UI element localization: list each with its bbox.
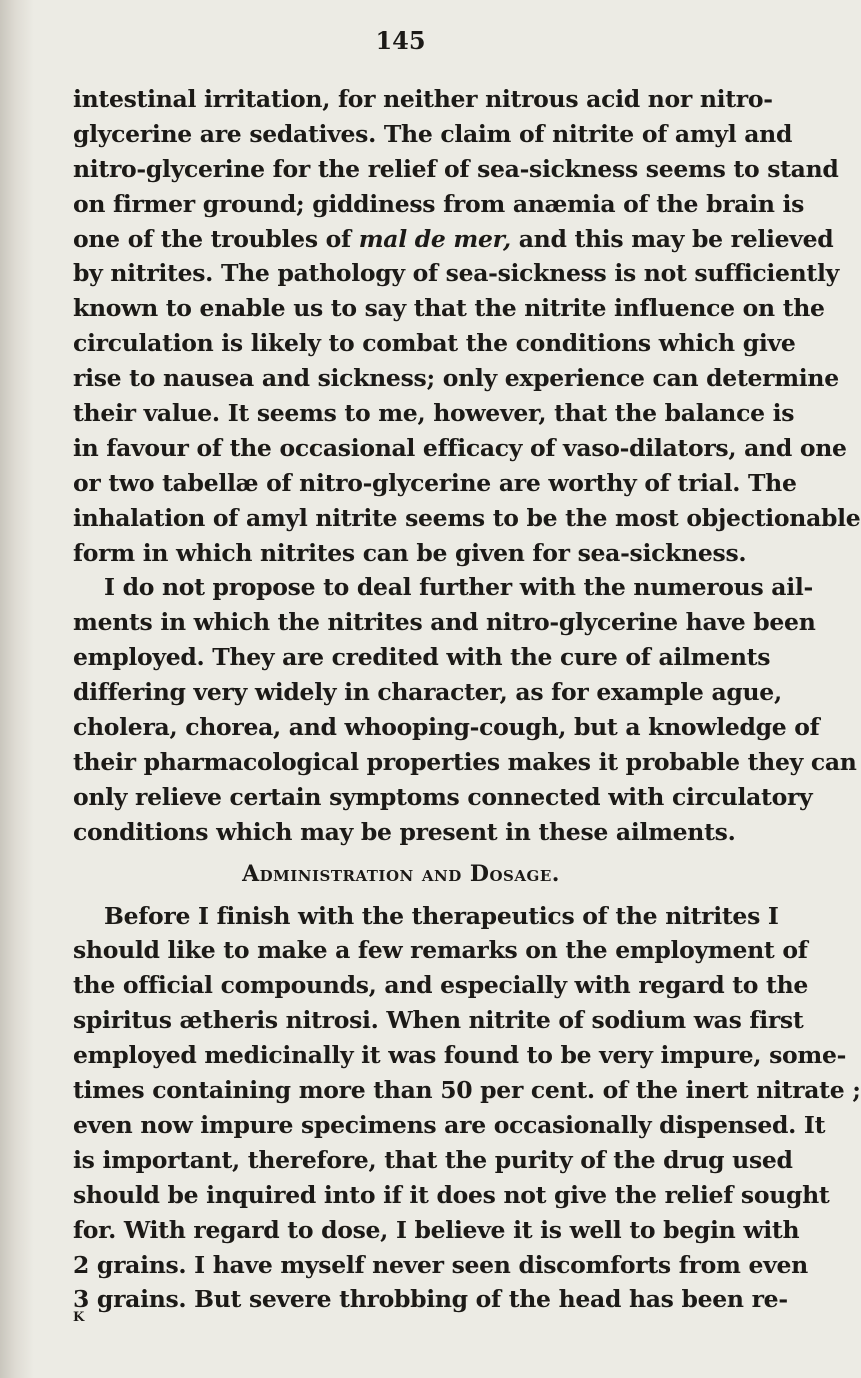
text-line: 2 grains. I have myself never seen discomforts from even bbox=[73, 1250, 808, 1279]
paragraph-administration bbox=[73, 899, 861, 1318]
text-line: form in which nitrites can be given for sea-sickness. bbox=[73, 538, 747, 567]
text-line: glycerine are sedatives. The claim of nitrite of amyl and bbox=[73, 119, 793, 148]
text-line: Before I finish with the therapeutics of the nitrites I bbox=[104, 901, 779, 930]
text-line: times containing more than 50 per cent. of the inert nitrate ; bbox=[73, 1076, 861, 1105]
text-run: one of the troubles of bbox=[73, 224, 359, 253]
text-line: their value. It seems to me, however, that the balance is bbox=[73, 399, 795, 428]
text-run: and this may be relieved bbox=[510, 224, 834, 253]
text-line: 3 grains. But severe throbbing of the head has been re- bbox=[73, 1285, 788, 1314]
text-line: inhalation of amyl nitrite seems to be the most objectionable bbox=[73, 503, 861, 532]
page-edge-shadow bbox=[0, 0, 34, 1378]
signature-mark: K bbox=[73, 1310, 85, 1325]
text-line: employed medicinally it was found to be very impure, some- bbox=[73, 1041, 847, 1070]
section-heading: Administration and Dosage. bbox=[242, 860, 560, 887]
text-line: on firmer ground; giddiness from anæmia of the brain is bbox=[73, 189, 805, 218]
text-line: even now impure specimens are occasionally dispensed. It bbox=[73, 1110, 826, 1139]
paragraph-sea-sickness bbox=[73, 82, 861, 570]
text-line: cholera, chorea, and whooping-cough, but a knowledge of bbox=[73, 713, 820, 742]
text-line: the official compounds, and especially with regard to the bbox=[73, 971, 809, 1000]
text-line: should like to make a few remarks on the employment of bbox=[73, 936, 808, 965]
text-line: should be inquired into if it does not give the relief sought bbox=[73, 1180, 830, 1209]
text-line: nitro-glycerine for the relief of sea-sickness seems to stand bbox=[73, 154, 839, 183]
text-line: circulation is likely to combat the conditions which give bbox=[73, 329, 796, 358]
text-line: or two tabellæ of nitro-glycerine are worthy of trial. The bbox=[73, 468, 797, 497]
text-line: for. With regard to dose, I believe it is well to begin with bbox=[73, 1215, 800, 1244]
paragraph-other-ailments bbox=[73, 570, 857, 849]
text-line: in favour of the occasional efficacy of vaso-dilators, and one bbox=[73, 433, 847, 462]
text-line: employed. They are credited with the cure of ailments bbox=[73, 643, 771, 672]
page-number: 145 bbox=[375, 26, 426, 55]
text-line: conditions which may be present in these ailments. bbox=[73, 817, 736, 846]
text-line: differing very widely in character, as for example ague, bbox=[73, 678, 782, 707]
body-text bbox=[73, 82, 861, 1317]
text-line: known to enable us to say that the nitrite influence on the bbox=[73, 294, 825, 323]
text-line: I do not propose to deal further with the numerous ail- bbox=[104, 573, 813, 602]
text-line: only relieve certain symptoms connected with circulatory bbox=[73, 782, 813, 811]
text-line: by nitrites. The pathology of sea-sickness is not sufficiently bbox=[73, 259, 839, 288]
text-line: ments in which the nitrites and nitro-glycerine have been bbox=[73, 608, 816, 637]
text-line: spiritus ætheris nitrosi. When nitrite of sodium was first bbox=[73, 1006, 804, 1035]
text-line: is important, therefore, that the purity of the drug used bbox=[73, 1145, 793, 1174]
text-line: their pharmacological properties makes it probable they can bbox=[73, 747, 857, 776]
text-line: rise to nausea and sickness; only experience can determine bbox=[73, 364, 839, 393]
italic-phrase: mal de mer, bbox=[358, 224, 511, 253]
text-line bbox=[73, 222, 834, 257]
text-line: intestinal irritation, for neither nitrous acid nor nitro- bbox=[73, 85, 773, 113]
